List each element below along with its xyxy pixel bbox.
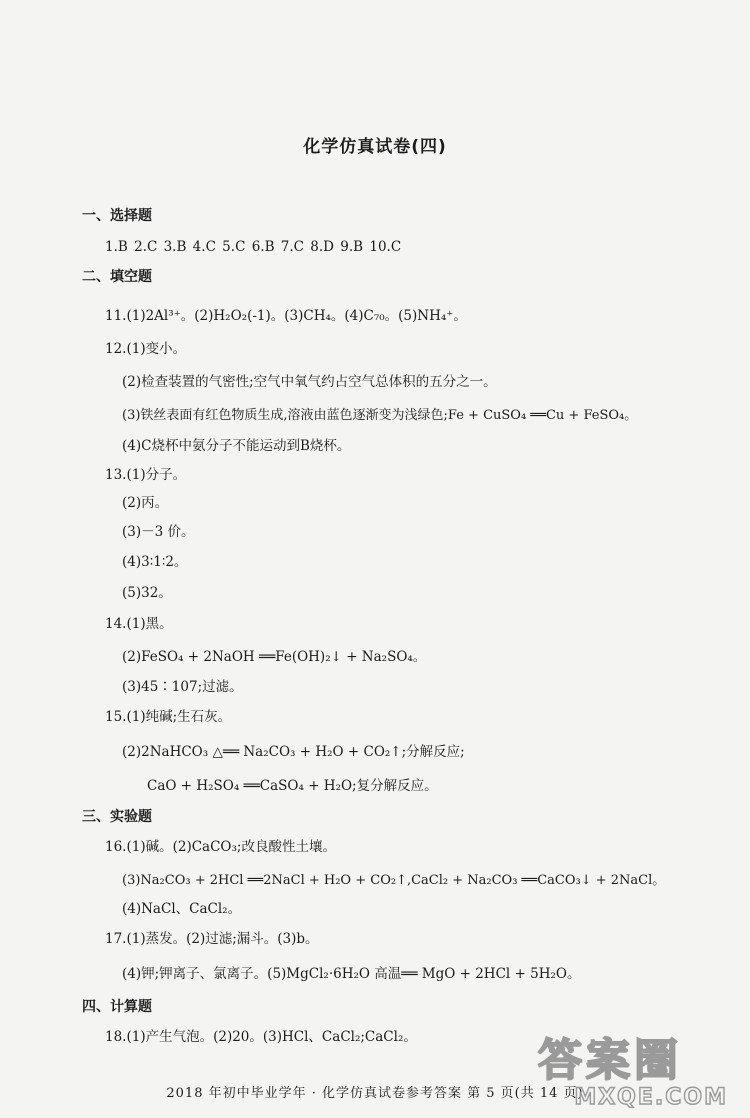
watermark-chars: 答案圈 (538, 1035, 682, 1086)
answer-16-2: (3)Na₂CO₃ + 2HCl ══2NaCl + H₂O + CO₂↑,CaCl₂ + Na₂CO₃ ══CaCO₃↓ + 2NaCl。 (122, 873, 666, 888)
answer-13-1: 13.(1)分子。 (105, 467, 187, 483)
section-experiment: 三、实验题 (82, 809, 152, 825)
answer-12-4: (4)C烧杯中氨分子不能运动到B烧杯。 (122, 438, 351, 454)
page-footer: 2018 年初中毕业学年 · 化学仿真试卷参考答案 第 5 页(共 14 页) (166, 1086, 584, 1101)
answer-14-3: (3)45∶107;过滤。 (122, 679, 243, 695)
section-calculation: 四、计算题 (82, 999, 152, 1015)
section-choice: 一、选择题 (82, 208, 152, 224)
answer-12-1: 12.(1)变小。 (105, 341, 187, 357)
answer-14-2: (2)FeSO₄ + 2NaOH ══Fe(OH)₂↓ + Na₂SO₄。 (122, 649, 427, 665)
answer-12-2: (2)检查装置的气密性;空气中氧气约占空气总体积的五分之一。 (122, 374, 497, 390)
answer-12-3: (3)铁丝表面有红色物质生成,溶液由蓝色逐渐变为浅绿色;Fe + CuSO₄ ══Cu + FeSO₄。 (122, 408, 638, 423)
answer-16-1: 16.(1)碱。(2)CaCO₃;改良酸性土壤。 (105, 839, 336, 855)
page-title: 化学仿真试卷(四) (303, 137, 447, 157)
answer-17-2: (4)钾;钾离子、氯离子。(5)MgCl₂·6H₂O 高温══ MgO + 2HCl + 5H₂O。 (122, 966, 581, 982)
answer-15-1: 15.(1)纯碱;生石灰。 (105, 709, 232, 725)
answer-14-1: 14.(1)黑。 (105, 616, 173, 632)
answer-15-3: CaO + H₂SO₄ ══CaSO₄ + H₂O;复分解反应。 (147, 778, 438, 794)
answer-13-3: (3)－3 价。 (122, 524, 195, 540)
answer-16-3: (4)NaCl、CaCl₂。 (122, 901, 242, 917)
watermark-url: MXQE.COM (574, 1085, 728, 1110)
answer-13-2: (2)丙。 (122, 495, 169, 511)
answer-17-1: 17.(1)蒸发。(2)过滤;漏斗。(3)b。 (105, 931, 319, 947)
answer-13-5: (5)32。 (122, 585, 172, 601)
watermark-logo (538, 1024, 734, 1110)
section-fill: 二、填空题 (82, 269, 152, 285)
answer-15-2: (2)2NaHCO₃ △══ Na₂CO₃ + H₂O + CO₂↑;分解反应; (122, 744, 465, 760)
answer-13-4: (4)3∶1∶2。 (122, 554, 188, 570)
answers-1-10: 1.B 2.C 3.B 4.C 5.C 6.B 7.C 8.D 9.B 10.C (105, 239, 402, 255)
answer-11: 11.(1)2Al³⁺。(2)H₂O₂(-1)。(3)CH₄。(4)C₇₀。(5)NH₄⁺。 (105, 308, 467, 324)
answer-18: 18.(1)产生气泡。(2)20。(3)HCl、CaCl₂;CaCl₂。 (105, 1029, 417, 1045)
